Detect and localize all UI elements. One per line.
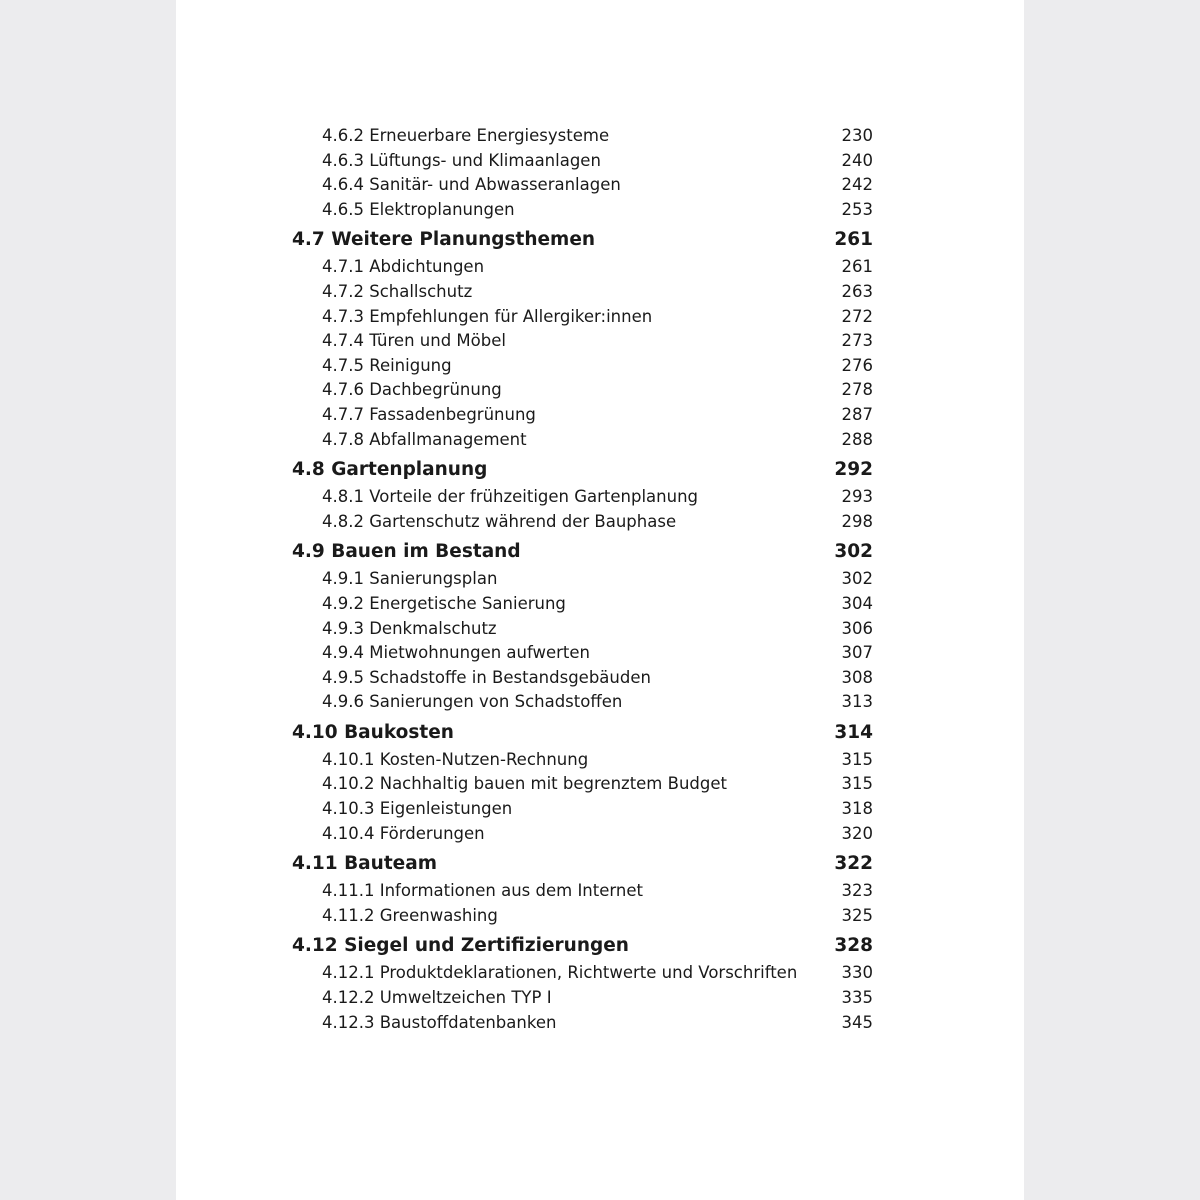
toc-entry-page: 315: [841, 749, 873, 769]
toc-section-heading: [292, 851, 873, 877]
toc-entry-page: 330: [841, 963, 873, 983]
toc-entry: [292, 280, 873, 305]
toc-entry-label: 4.7.8 Abfallmanagement: [322, 429, 527, 449]
toc-entry: [292, 748, 873, 773]
toc-entry-label: 4.9.4 Mietwohnungen aufwerten: [322, 643, 591, 663]
toc-entry-page: 276: [841, 355, 873, 375]
toc-section-page: 328: [834, 935, 873, 957]
toc-entry: [292, 617, 873, 642]
toc-entry-page: 315: [841, 774, 873, 794]
toc-entry: [292, 378, 873, 403]
toc-entry-label: 4.6.4 Sanitär- und Abwasseranlagen: [322, 175, 621, 195]
toc-entry-page: 308: [841, 667, 873, 687]
toc-entry-page: 230: [841, 126, 873, 145]
toc-section-title: 4.8 Gartenplanung: [292, 459, 488, 481]
toc-entry-page: 293: [841, 487, 873, 507]
toc-entry: [292, 666, 873, 691]
toc-entry-page: 313: [841, 692, 873, 712]
toc-entry: [292, 961, 873, 986]
toc-entry: [292, 428, 873, 453]
toc-entry-label: 4.6.2 Erneuerbare Energiesysteme: [322, 126, 610, 145]
toc-entry-page: 240: [841, 150, 873, 170]
toc-entry-page: 272: [841, 306, 873, 326]
toc-entry-label: 4.8.1 Vorteile der frühzeitigen Gartenplanung: [322, 487, 699, 507]
toc-entry: [292, 822, 873, 847]
toc-entry-label: 4.7.7 Fassadenbegrünung: [322, 404, 536, 424]
toc-entry: [292, 641, 873, 666]
toc-entry-page: 273: [841, 331, 873, 351]
toc-entry-label: 4.9.3 Denkmalschutz: [322, 618, 497, 638]
toc-entry: [292, 510, 873, 535]
toc-section-heading: [292, 720, 873, 746]
toc-entry: [292, 198, 873, 223]
toc-entry-label: 4.11.2 Greenwashing: [322, 905, 498, 925]
toc-entry-label: 4.7.5 Reinigung: [322, 355, 452, 375]
toc-entry-page: 320: [841, 823, 873, 843]
toc-entry: [292, 879, 873, 904]
toc-entry-page: 318: [841, 799, 873, 819]
table-of-contents: [292, 124, 873, 1035]
toc-entry-page: 287: [841, 404, 873, 424]
toc-entry: [292, 690, 873, 715]
toc-entry-label: 4.10.1 Kosten-Nutzen-Rechnung: [322, 749, 589, 769]
toc-entry-page: 304: [841, 593, 873, 613]
toc-entry-label: 4.10.2 Nachhaltig bauen mit begrenztem Budget: [322, 774, 727, 794]
toc-entry: [292, 592, 873, 617]
toc-entry-page: 263: [841, 281, 873, 301]
toc-entry-label: 4.7.2 Schallschutz: [322, 281, 473, 301]
toc-entry-label: 4.8.2 Gartenschutz während der Bauphase: [322, 511, 677, 531]
toc-entry-label: 4.7.6 Dachbegrünung: [322, 380, 502, 400]
toc-entry: [292, 149, 873, 174]
toc-entry-page: 242: [841, 175, 873, 195]
toc-entry: [292, 255, 873, 280]
toc-entry-page: 345: [841, 1012, 873, 1032]
toc-entry-page: 335: [841, 988, 873, 1008]
toc-entry: [292, 904, 873, 929]
toc-section-title: 4.9 Bauen im Bestand: [292, 541, 521, 563]
toc-entry: [292, 173, 873, 198]
toc-entry: [292, 305, 873, 330]
toc-entry-page: 307: [841, 643, 873, 663]
toc-entry: [292, 329, 873, 354]
toc-entry-label: 4.6.3 Lüftungs- und Klimaanlagen: [322, 150, 601, 170]
toc-entry: [292, 403, 873, 428]
toc-entry-label: 4.10.3 Eigenleistungen: [322, 799, 513, 819]
toc-entry-label: 4.9.6 Sanierungen von Schadstoffen: [322, 692, 623, 712]
toc-section-title: 4.7 Weitere Planungsthemen: [292, 229, 596, 251]
toc-entry-page: 298: [841, 511, 873, 531]
toc-section-page: 261: [834, 229, 873, 251]
toc-entry-page: 325: [841, 905, 873, 925]
toc-entry-label: 4.12.3 Baustoffdatenbanken: [322, 1012, 557, 1032]
toc-entry-label: 4.12.1 Produktdeklarationen, Richtwerte und Vorschriften: [322, 963, 798, 983]
toc-section-page: 314: [834, 721, 873, 743]
toc-section-heading: [292, 227, 873, 253]
toc-entry: [292, 986, 873, 1011]
toc-section-title: 4.12 Siegel und Zertifizierungen: [292, 935, 629, 957]
toc-entry: [292, 124, 873, 149]
toc-entry-label: 4.9.2 Energetische Sanierung: [322, 593, 566, 613]
toc-section-page: 302: [834, 541, 873, 563]
toc-entry-page: 306: [841, 618, 873, 638]
toc-section-title: 4.10 Baukosten: [292, 721, 454, 743]
toc-section-heading: [292, 539, 873, 565]
toc-entry-page: 261: [841, 257, 873, 277]
toc-section-page: 322: [834, 853, 873, 875]
toc-entry-label: 4.9.1 Sanierungsplan: [322, 569, 498, 589]
toc-entry-label: 4.12.2 Umweltzeichen TYP I: [322, 988, 552, 1008]
toc-section-title: 4.11 Bauteam: [292, 853, 437, 875]
toc-entry-label: 4.9.5 Schadstoffe in Bestandsgebäuden: [322, 667, 651, 687]
toc-entry: [292, 567, 873, 592]
toc-entry-label: 4.7.1 Abdichtungen: [322, 257, 485, 277]
toc-entry-page: 278: [841, 380, 873, 400]
toc-entry-label: 4.6.5 Elektroplanungen: [322, 199, 515, 219]
toc-entry: [292, 1011, 873, 1036]
toc-entry: [292, 797, 873, 822]
toc-entry-page: 302: [841, 569, 873, 589]
toc-section-heading: [292, 933, 873, 959]
toc-section-page: 292: [834, 459, 873, 481]
toc-entry-page: 253: [841, 199, 873, 219]
document-page: [176, 0, 1024, 1200]
toc-entry: [292, 485, 873, 510]
toc-entry-label: 4.10.4 Förderungen: [322, 823, 485, 843]
toc-entry-page: 323: [841, 881, 873, 901]
toc-entry-label: 4.11.1 Informationen aus dem Internet: [322, 881, 643, 901]
toc-entry-label: 4.7.3 Empfehlungen für Allergiker:innen: [322, 306, 653, 326]
toc-entry-page: 288: [841, 429, 873, 449]
toc-entry: [292, 772, 873, 797]
toc-entry: [292, 354, 873, 379]
toc-entry-label: 4.7.4 Türen und Möbel: [322, 331, 506, 351]
toc-section-heading: [292, 457, 873, 483]
